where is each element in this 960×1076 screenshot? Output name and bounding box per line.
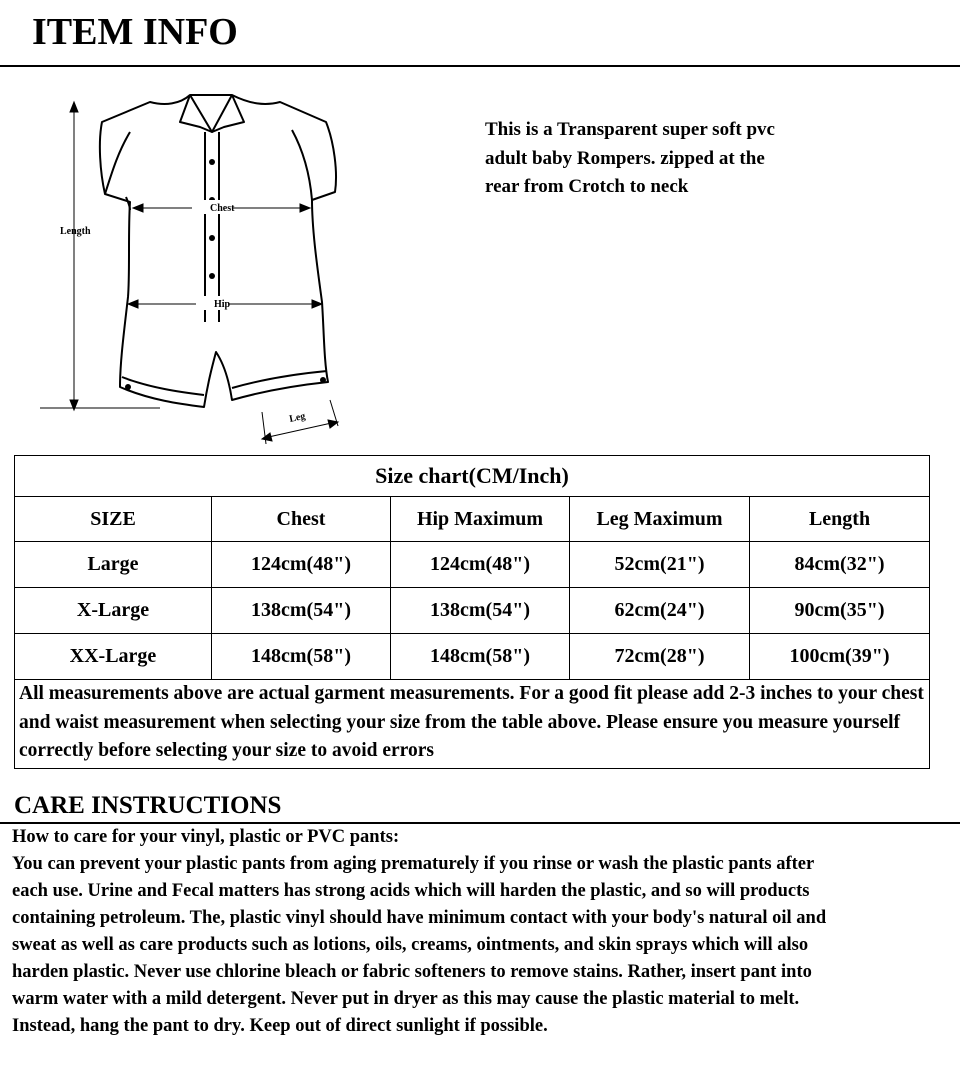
table-cell: 100cm(39") xyxy=(750,634,930,680)
column-header: Leg Maximum xyxy=(570,497,750,542)
table-cell: 72cm(28") xyxy=(570,634,750,680)
care-line: You can prevent your plastic pants from aging prematurely if you rinse or wash the plastic pants after xyxy=(12,854,815,874)
table-cell: Large xyxy=(15,542,212,588)
table-cell: 124cm(48") xyxy=(391,542,570,588)
size-chart-table xyxy=(14,455,930,769)
table-cell: 124cm(48") xyxy=(212,542,391,588)
column-header: Chest xyxy=(212,497,391,542)
column-header: SIZE xyxy=(15,497,212,542)
care-line: containing petroleum. The, plastic vinyl should have minimum contact with your body's natural oil and xyxy=(12,908,827,928)
length-label: Length xyxy=(60,226,91,237)
description-line: This is a Transparent super soft pvc xyxy=(485,119,775,140)
title-divider xyxy=(0,65,960,67)
page-title: ITEM INFO xyxy=(32,11,238,53)
table-row xyxy=(15,542,930,588)
description-line: rear from Crotch to neck xyxy=(485,176,689,197)
table-cell: 62cm(24") xyxy=(570,588,750,634)
description-line: adult baby Rompers. zipped at the xyxy=(485,147,765,169)
table-cell: 148cm(58") xyxy=(391,634,570,680)
leg-label: Leg xyxy=(288,410,307,425)
table-cell: 148cm(58") xyxy=(212,634,391,680)
measurement-note: All measurements above are actual garment measurements. For a good fit please add 2-3 inches to your chest and waist measurement when selecting your size from the table above. Please ensure you measure yourself correctly before selecting your size to avoid errors xyxy=(15,680,930,769)
care-instructions-text xyxy=(12,824,952,1040)
care-line: warm water with a mild detergent. Never put in dryer as this may cause the plastic material to melt. xyxy=(12,989,800,1009)
table-cell: XX-Large xyxy=(15,634,212,680)
table-cell: 52cm(21") xyxy=(570,542,750,588)
care-line: sweat as well as care products such as lotions, oils, creams, ointments, and skin sprays which will also xyxy=(12,935,809,955)
table-cell: 84cm(32") xyxy=(750,542,930,588)
care-line: Instead, hang the pant to dry. Keep out of direct sunlight if possible. xyxy=(12,1016,548,1036)
table-header-row xyxy=(15,497,930,542)
romper-diagram xyxy=(40,82,360,452)
care-instructions-title: CARE INSTRUCTIONS xyxy=(14,792,282,819)
care-line: each use. Urine and Fecal matters has strong acids which will harden the plastic, and so will products xyxy=(12,881,810,901)
care-line: How to care for your vinyl, plastic or PVC pants: xyxy=(12,827,400,847)
table-row xyxy=(15,634,930,680)
table-cell: X-Large xyxy=(15,588,212,634)
chest-label: Chest xyxy=(210,203,235,214)
column-header: Hip Maximum xyxy=(391,497,570,542)
table-cell: 90cm(35") xyxy=(750,588,930,634)
table-row xyxy=(15,588,930,634)
size-chart-title: Size chart(CM/Inch) xyxy=(15,456,930,497)
item-description xyxy=(485,116,865,202)
care-line: harden plastic. Never use chlorine bleach or fabric softeners to remove stains. Rather, insert pant into xyxy=(12,962,812,982)
romper-outline xyxy=(100,95,336,407)
table-cell: 138cm(54") xyxy=(391,588,570,634)
table-cell: 138cm(54") xyxy=(212,588,391,634)
hip-label: Hip xyxy=(214,299,231,310)
column-header: Length xyxy=(750,497,930,542)
